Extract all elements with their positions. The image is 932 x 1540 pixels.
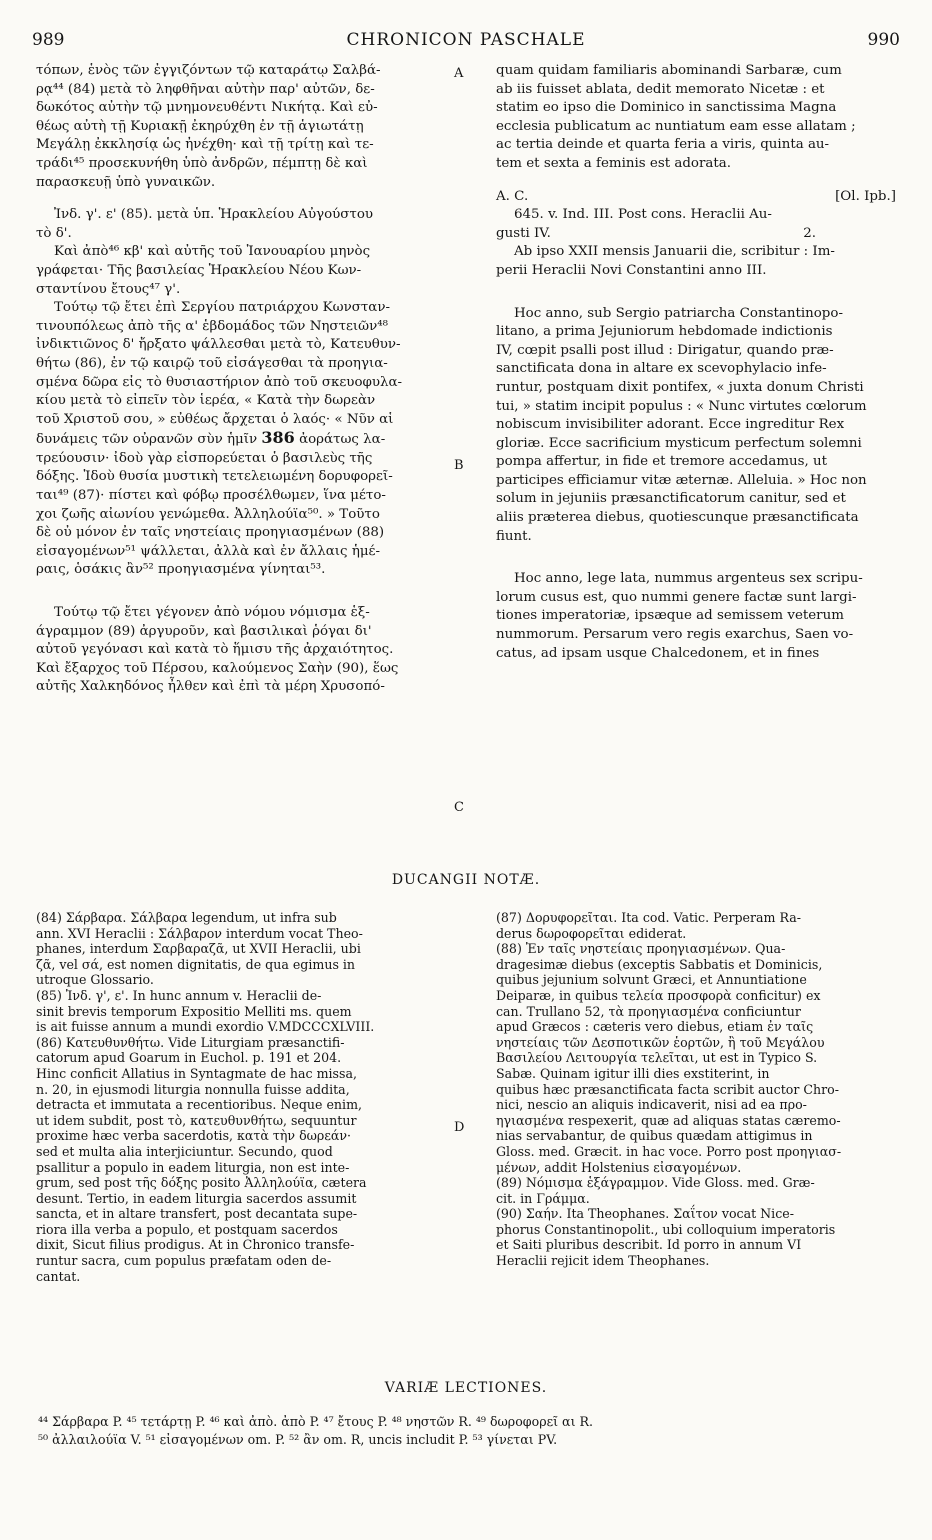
note-line: (88) Ἐν ταῖς νηστείαις προηγιασμένων. Qua- <box>496 941 786 957</box>
note-line: ann. XVI Heraclii : Σάλβαρον interdum vocat Theo- <box>36 925 363 941</box>
note-line: utroque Glossario. <box>36 972 154 988</box>
year-heading <box>496 188 896 207</box>
note-line: grum, sed post τῆς δόξης posito Ἀλληλούϊα, cætera <box>36 1175 367 1191</box>
note-line: phorus Constantinopolit., ubi colloquium imperatoris <box>496 1221 836 1237</box>
greek-line: ρᾳ⁴⁴ (84) μετὰ τὸ ληφθῆναι αὐτὴν παρ' αὐτῶν, δε- <box>36 81 375 97</box>
greek-line: ἰνδικτιῶνος δ' ἤρξατο ψάλλεσθαι μετὰ τὸ, Κατευθυν- <box>36 337 401 353</box>
note-line: quibus jejunium solvunt Græci, et Annuntiatione <box>496 972 807 988</box>
latin-line: pompa affertur, in fide et tremore accedamus, ut <box>496 454 828 470</box>
note-line: derus δωροφορεῖται ediderat. <box>496 925 687 941</box>
note-line: μένων, addit Holstenius εἰσαγομένων. <box>496 1159 742 1175</box>
latin-line: quam quidam familiaris abominandi Sarbaræ, cum <box>496 63 842 78</box>
note-line: Heraclii rejicit idem Theophanes. <box>496 1253 710 1269</box>
latin-line: ac tertia deinde et quarta feria a viris, quinta au- <box>496 137 830 153</box>
note-line: nias servabantur, de quibus quædam attigimus in <box>496 1128 813 1144</box>
latin-line: aliis præterea diebus, quotiescunque præsanctificata <box>496 510 859 526</box>
greek-line: δόξης. Ἰδοὺ θυσία μυστικὴ τετελειωμένη δορυφορεῖ- <box>36 469 393 485</box>
latin-line: gloriæ. Ecce sacrificium mysticum perfectum solemni <box>496 435 862 451</box>
latin-text-column <box>496 62 896 663</box>
latin-line: tiones imperatoriæ, ipsæque ad semissem veterum <box>496 608 844 624</box>
note-line: can. Trullano 52, τὰ προηγιασμένα conficiuntur <box>496 1003 801 1019</box>
greek-line: σταντίνου ἔτους⁴⁷ γ'. <box>36 281 181 297</box>
olympiad-year: 2. <box>803 225 816 241</box>
greek-line: χοι ζωῆς αἰωνίου γενώμεθα. Ἀλληλούϊα⁵⁰. » Τοῦτο <box>36 506 380 522</box>
latin-line: IV, cœpit psalli post illud : Dirigatur, quando præ- <box>496 342 834 358</box>
latin-line: nummorum. Persarum vero regis exarchus, Saen vo- <box>496 627 854 643</box>
latin-line: statim eo ipso die Dominico in sanctissima Magna <box>496 100 837 116</box>
column-number: 386 <box>261 428 295 448</box>
page-number-left: 989 <box>32 30 65 50</box>
anno-christi-label: A. C. <box>496 188 529 204</box>
note-line: (87) Δορυφορεῖται. Ita cod. Vatic. Perperam Ra- <box>496 910 802 925</box>
varia-heading: VARIÆ LECTIONES. <box>384 1380 548 1396</box>
note-line: phanes, interdum Σαρβαραζᾶ, ut XVII Heraclii, ubi <box>36 941 361 957</box>
latin-line: gusti IV. <box>496 225 551 241</box>
notes-left-column <box>36 910 456 1284</box>
note-line: et Saiti pluribus describit. Id porro in annum VI <box>496 1237 802 1253</box>
margin-letter-a: A <box>454 66 464 81</box>
margin-letter-d: D <box>454 1120 465 1135</box>
greek-line: Καὶ ἔξαρχος τοῦ Πέρσου, καλούμενος Σαὴν (90), ἕως <box>36 660 399 676</box>
note-line: is ait fuisse annum a mundi exordio V.MDCCCXLVIII. <box>36 1019 375 1035</box>
latin-line: nobiscum invisibiliter adorant. Ecce ingreditur Rex <box>496 417 845 433</box>
note-line: runtur sacra, cum populus præfatam oden de- <box>36 1253 332 1269</box>
greek-line <box>36 429 456 450</box>
greek-line-part: ἀοράτως λα- <box>299 432 386 448</box>
greek-line: τράδι⁴⁵ προσεκυνήθη ὑπὸ ἀνδρῶν, πέμπτῃ δὲ καὶ <box>36 155 368 171</box>
variae-lectiones <box>38 1413 908 1449</box>
greek-line: κίου μετὰ τὸ εἰπεῖν τὸν ἱερέα, « Κατὰ τὴν δωρεὰν <box>36 393 376 409</box>
note-line: νηστείαις τῶν Δεσποτικῶν ἑορτῶν, ἢ τοῦ Μεγάλου <box>496 1034 825 1050</box>
latin-line: runtur, postquam dixit pontifex, « juxta donum Christi <box>496 379 864 395</box>
latin-line: perii Heraclii Novi Constantini anno III. <box>496 262 767 278</box>
latin-line: 645. v. Ind. III. Post cons. Heraclii Au- <box>514 207 772 223</box>
note-line: nici, nescio an aliquis indicaverit, nisi ad ea προ- <box>496 1097 807 1113</box>
note-line: sancta, et in altare transfert, post decantata supe- <box>36 1206 358 1222</box>
latin-line: ab iis fuisset ablata, dedit memorato Nicetæ : et <box>496 81 825 97</box>
page-header <box>32 30 900 54</box>
note-line: Βασιλείου Λειτουργία τελεῖται, ut est in Typico S. <box>496 1050 818 1066</box>
greek-line: άγραμμον (89) ἀργυροῦν, καὶ βασιλικαὶ ῥόγαι δι' <box>36 623 372 639</box>
note-line: dixit, Sicut filius prodigus. At in Chronico transfe- <box>36 1237 355 1253</box>
greek-line: τρεύουσιν· ἰδοὺ γὰρ εἰσπορεύεται ὁ βασιλεὺς τῆς <box>36 450 373 466</box>
greek-line: γράφεται· Τῆς βασιλείας Ἡρακλείου Νέου Κων- <box>36 262 362 278</box>
running-title: CHRONICON PASCHALE <box>346 30 586 50</box>
notes-right-column <box>496 910 901 1269</box>
note-line: (90) Σαήν. Ita Theophanes. Σαΐτον vocat Nice- <box>496 1206 794 1222</box>
latin-line: Hoc anno, sub Sergio patriarcha Constantinopo- <box>514 305 843 321</box>
latin-line: participes efficiamur vitæ æternæ. Alleluia. » Hoc non <box>496 472 867 488</box>
greek-line: Καὶ ἀπὸ⁴⁶ κβ' καὶ αὐτῆς τοῦ Ἰανουαρίου μηνὸς <box>54 244 371 260</box>
note-line: Sabæ. Quinam igitur illi dies exstiterint, in <box>496 1065 770 1081</box>
latin-line: fiunt. <box>496 528 532 544</box>
note-line: cit. in Γράμμα. <box>496 1190 590 1206</box>
latin-line: Ab ipso XXII mensis Januarii die, scribitur : Im- <box>514 244 835 260</box>
greek-line: τόπων, ἑνὸς τῶν ἐγγιζόντων τῷ καταράτῳ Σαλβά- <box>36 63 381 78</box>
note-line: sed et multa alia interjiciuntur. Secundo, quod <box>36 1143 333 1159</box>
note-line: ηγιασμένα respexerit, quæ ad aliquas statas cæremo- <box>496 1112 841 1128</box>
latin-line: lorum cusus est, quo nummi genere factæ sunt largi- <box>496 589 857 605</box>
note-line: psallitur a populo in eadem liturgia, non est inte- <box>36 1159 350 1175</box>
latin-line: sanctificata dona in altare ex scevophylacio infe- <box>496 361 827 377</box>
greek-line: Τούτῳ τῷ ἔτει ἐπὶ Σεργίου πατριάρχου Κωνσταν- <box>54 300 391 316</box>
greek-line: θέως αὐτὴ τῇ Κυριακῇ ἐκηρύχθη ἐν τῇ ἁγιωτάτῃ <box>36 118 364 134</box>
greek-line: δὲ οὐ μόνον ἐν ταῖς νηστείαις προηγιασμένων (88) <box>36 525 385 541</box>
greek-line: αὐτοῦ γεγόνασι καὶ κατὰ τὸ ἥμισυ τῆς ἀρχαιότητος. <box>36 642 394 658</box>
note-line: (84) Σάρβαρα. Σάλβαρα legendum, ut infra sub <box>36 910 337 925</box>
margin-letter-c: C <box>454 800 464 815</box>
note-line: apud Græcos : cæteris vero diebus, etiam ἐν ταῖς <box>496 1019 814 1035</box>
note-line: (89) Νόμισμα ἑξάγραμμον. Vide Gloss. med. Græ- <box>496 1175 815 1191</box>
note-line: n. 20, in ejusmodi liturgia nonnulla fuisse addita, <box>36 1081 350 1097</box>
note-line: riora illa verba a populo, et postquam sacerdos <box>36 1221 338 1237</box>
note-line: cantat. <box>36 1268 81 1284</box>
latin-line: litano, a prima Jejuniorum hebdomade indictionis <box>496 324 833 340</box>
olympiad-label: [Ol. Ipb.] <box>835 188 896 204</box>
latin-line: Hoc anno, lege lata, nummus argenteus sex scripu- <box>514 571 863 587</box>
note-line: detracta et immutata a recentioribus. Neque enim, <box>36 1097 363 1113</box>
greek-line: δωκότος αὐτὴν τῷ μνημονευθέντι Νικήτᾳ. Καὶ εὐ- <box>36 100 378 116</box>
greek-line: αὐτῆς Χαλκηδόνος ἦλθεν καὶ ἐπὶ τὰ μέρη Χρυσοπό- <box>36 679 385 695</box>
note-line: quibus hæc præsanctificata facta scribit auctor Chro- <box>496 1081 839 1097</box>
latin-line: tui, » statim incipit populus : « Nunc virtutes cœlorum <box>496 398 867 414</box>
greek-line: ραις, ὁσάκις ἂν⁵² προηγιασμένα γίνηται⁵³. <box>36 562 326 578</box>
note-line: proxime hæc verba sacerdotis, κατὰ τὴν δωρεάν· <box>36 1128 352 1144</box>
note-line: Gloss. med. Græcit. in hac voce. Porro post προηγιασ- <box>496 1143 842 1159</box>
greek-text-column <box>36 62 456 697</box>
year-heading-cont <box>496 225 896 244</box>
varia-line: ⁴⁴ Σάρβαρα P. ⁴⁵ τετάρτῃ P. ⁴⁶ καὶ ἀπὸ. ἀπὸ P. ⁴⁷ ἔτους P. ⁴⁸ νηστῶν R. ⁴⁹ δωροφορεῖ αι R. <box>38 1414 593 1429</box>
page-number-right: 990 <box>867 30 900 50</box>
note-line: catorum apud Goarum in Euchol. p. 191 et 204. <box>36 1050 342 1066</box>
varia-line: ⁵⁰ ἀλλαιλούϊα V. ⁵¹ εἰσαγομένων om. P. ⁵² ἂν om. R, uncis includit P. ⁵³ γίνεται PV. <box>38 1432 558 1447</box>
greek-line: Μεγάλῃ ἐκκλησίᾳ ὡς ἠνέχθη· καὶ τῇ τρίτῃ καὶ τε- <box>36 137 374 153</box>
note-line: Hinc conficit Allatius in Syntagmate de hac missa, <box>36 1065 357 1081</box>
note-line: (86) Κατευθυνθήτω. Vide Liturgiam præsanctifi- <box>36 1034 345 1050</box>
greek-line: Τούτῳ τῷ ἔτει γέγονεν ἀπὸ νόμου νόμισμα ἑξ- <box>54 605 370 621</box>
greek-line: παρασκευῇ ὑπὸ γυναικῶν. <box>36 174 216 190</box>
greek-line: τοῦ Χριστοῦ σου, » εὐθέως ἄρχεται ὁ λαός· « Νῦν αἱ <box>36 411 394 427</box>
latin-line: solum in jejuniis præsanctificatorum canitur, sed et <box>496 491 846 507</box>
note-line: Deiparæ, in quibus τελεία προσφορὰ conficitur) ex <box>496 987 821 1003</box>
greek-line: τὸ δ'. <box>36 225 72 241</box>
margin-letter-b: B <box>454 458 464 473</box>
note-line: ut idem subdit, post τὸ, κατευθυνθήτω, sequuntur <box>36 1112 357 1128</box>
latin-line: catus, ad ipsam usque Chalcedonem, et in fines <box>496 645 820 661</box>
note-line: sinit brevis temporum Expositio Melliti ms. quem <box>36 1003 352 1019</box>
greek-line: εἰσαγομένων⁵¹ ψάλλεται, ἀλλὰ καὶ ἐν ἄλλαις ἡμέ- <box>36 543 381 559</box>
latin-line: ecclesia publicatum ac nuntiatum eam esse allatam ; <box>496 118 856 134</box>
greek-line-part: δυνάμεις τῶν οὐρανῶν σὺν ἡμῖν <box>36 432 258 448</box>
greek-line: τινουπόλεως ἀπὸ τῆς α' ἑβδομάδος τῶν Νηστειῶν⁴⁸ <box>36 318 388 334</box>
greek-line: σμένα δῶρα εἰς τὸ θυσιαστήριον ἀπὸ τοῦ σκευοφυλα- <box>36 374 403 390</box>
latin-line: tem et sexta a feminis est adorata. <box>496 155 731 171</box>
greek-line: θήτω (86), ἐν τῷ καιρῷ τοῦ εἰσάγεσθαι τὰ προηγια- <box>36 355 388 371</box>
note-line: desunt. Tertio, in eadem liturgia sacerdos assumit <box>36 1190 357 1206</box>
greek-line: Ἰνδ. γ'. ε' (85). μετὰ ὑπ. Ἡρακλείου Αὐγούστου <box>54 207 374 223</box>
note-line: dragesimæ diebus (exceptis Sabbatis et Dominicis, <box>496 956 823 972</box>
greek-line: ται⁴⁹ (87)· πίστει καὶ φόβῳ προσέλθωμεν, ἵνα μέτο- <box>36 488 386 504</box>
note-line: ζᾶ, vel σά, est nomen dignitatis, de qua egimus in <box>36 956 356 972</box>
note-line: (85) Ἰνδ. γ', ε'. In hunc annum v. Heraclii de- <box>36 987 322 1003</box>
notes-heading: DUCANGII NOTÆ. <box>391 872 541 888</box>
